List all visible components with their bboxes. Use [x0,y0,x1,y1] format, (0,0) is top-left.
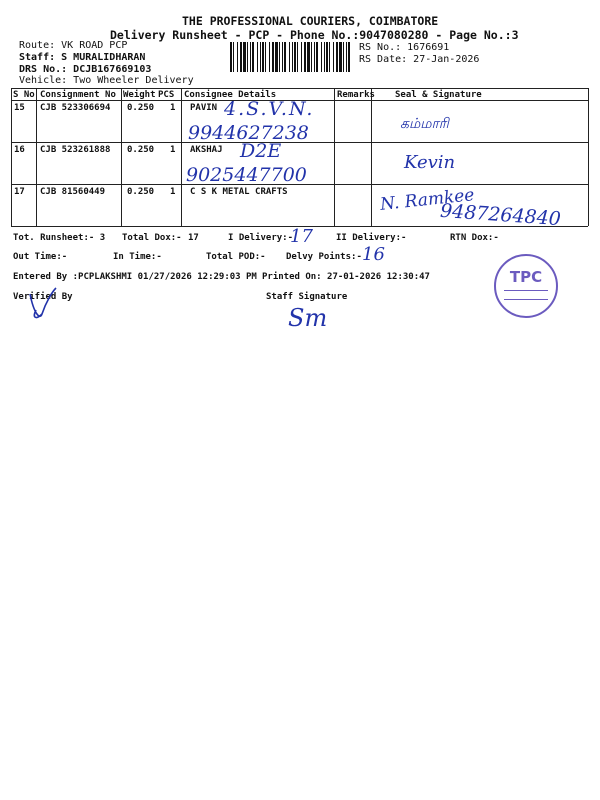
row-weight: 0.250 [127,103,155,113]
in-time-label: In Time:- [113,252,162,262]
row-consignee: C S K METAL CRAFTS [190,187,288,197]
col-consignment: Consignment No [40,90,116,100]
runsheet-title: Delivery Runsheet - PCP - Phone No.:9047080280 - Page No.:3 [110,28,519,42]
total-dox-label: Total Dox:- [122,233,182,243]
col-sno: S No [13,90,35,100]
rs-date: RS Date: 27-Jan-2026 [359,54,480,65]
stamp-band [504,290,548,300]
row-handwritten-note: 4.S.V.N. [224,98,315,120]
verified-by-label: Verified By [13,292,73,302]
col-weight: Weight [123,90,156,100]
company-name: THE PROFESSIONAL COURIERS, COIMBATORE [182,14,439,28]
col-remarks: Remarks [337,90,375,100]
staff-signature-label: Staff Signature [266,292,348,302]
row-signature: கம்மாரி [400,116,449,132]
col-pcs: PCS [158,90,175,100]
barcode [230,42,354,72]
drs-number: DRS No.: DCJB167669103 [19,64,152,75]
company-stamp [494,254,558,318]
row-consignment: CJB 81560449 [40,187,106,197]
i-delivery-handwritten: 17 [290,226,313,247]
row-consignee: PAVIN [190,103,218,113]
stamp-text: TPC [509,268,543,286]
row-consignment: CJB 523261888 [40,145,111,155]
vehicle-label: Vehicle: Two Wheeler Delivery [19,75,194,86]
row-handwritten-phone: 9487264840 [439,199,562,231]
delvy-points-handwritten: 16 [362,244,385,265]
total-runsheet: Tot. Runsheet:- 3 [13,233,106,243]
staff-signature-handwritten: Sm [288,304,328,332]
row-weight: 0.250 [127,187,155,197]
row-weight: 0.250 [127,145,155,155]
i-delivery-label: I Delivery:- [228,233,294,243]
rtn-dox-label: RTN Dox:- [450,233,499,243]
total-dox-value: 17 [188,233,199,243]
route-label: Route: VK ROAD PCP [19,40,128,51]
row-signature: Kevin [404,152,456,173]
row-sno: 16 [14,145,25,155]
rs-number: RS No.: 1676691 [359,42,450,53]
row-sno: 15 [14,103,25,113]
row-consignment: CJB 523306694 [40,103,111,113]
row-handwritten-note: D2E [240,140,282,162]
row-pcs: 1 [170,187,176,197]
row-pcs: 1 [170,145,176,155]
out-time-label: Out Time:- [13,252,68,262]
col-consignee: Consignee Details [184,90,277,100]
row-handwritten-phone: 9025447700 [186,164,307,186]
col-seal-signature: Seal & Signature [395,90,482,100]
entered-by: Entered By :PCPLAKSHMI 01/27/2026 12:29:03 PM [13,272,257,282]
delvy-points-label: Delvy Points:- [286,252,362,262]
row-sno: 17 [14,187,25,197]
ii-delivery-label: II Delivery:- [336,233,407,243]
printed-on: Printed On: 27-01-2026 12:30:47 [262,272,430,282]
staff-label: Staff: S MURALIDHARAN [19,52,146,63]
row-consignee: AKSHAJ [190,145,223,155]
row-handwritten-note: N. Ramkee [379,185,476,215]
row-handwritten-phone: 9944627238 [188,122,309,144]
row-pcs: 1 [170,103,176,113]
total-pod-label: Total POD:- [206,252,266,262]
verified-by-signature [22,284,62,324]
